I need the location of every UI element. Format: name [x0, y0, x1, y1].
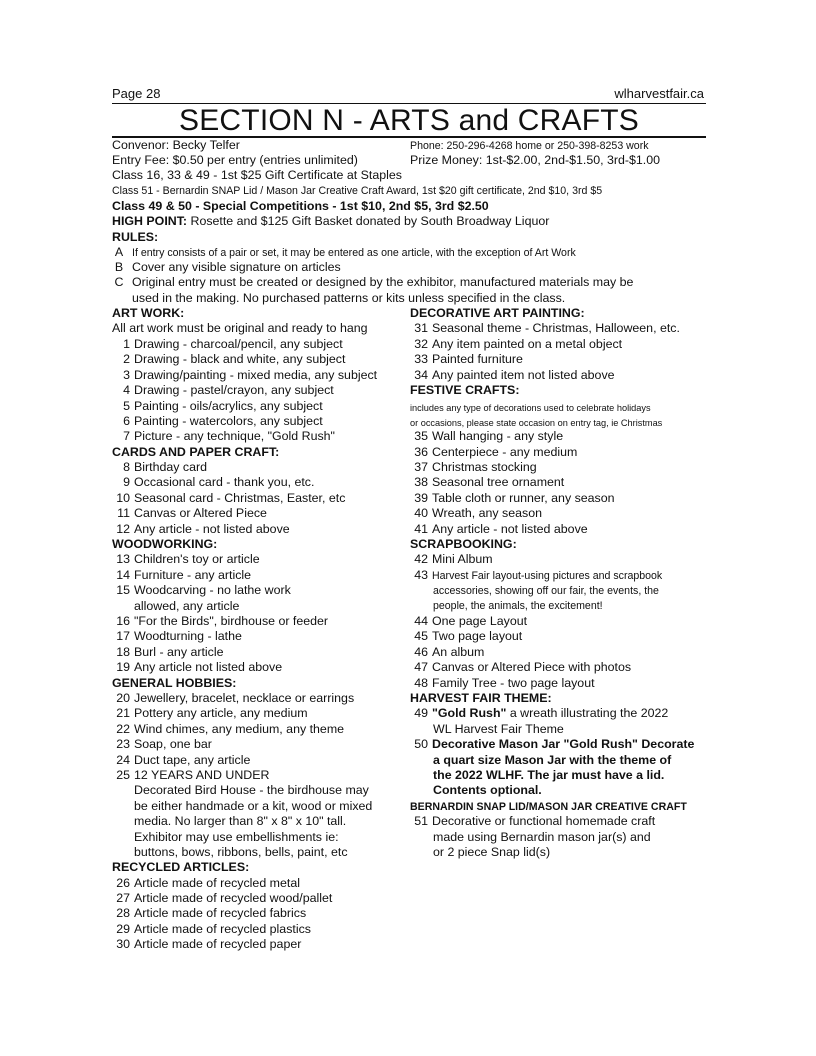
class-item: 22 Wind chimes, any medium, any theme: [116, 722, 345, 736]
class-item: 42 Mini Album: [414, 552, 493, 566]
class-item: 51 Decorative or functional homemade craft: [414, 814, 656, 828]
class-item: 6 Painting - watercolors, any subject: [123, 414, 323, 428]
theme-heading: HARVEST FAIR THEME:: [410, 691, 552, 705]
rules-heading: RULES:: [112, 230, 159, 244]
hobbies-heading: GENERAL HOBBIES:: [112, 676, 237, 690]
class-item: 37 Christmas stocking: [414, 460, 537, 474]
class-item: 10 Seasonal card - Christmas, Easter, etc: [116, 491, 346, 505]
festive-note: or occasions, please state occasion on entry tag, ie Christmas: [410, 418, 663, 428]
class-note-1: Class 16, 33 & 49 - 1st $25 Gift Certificate at Staples: [112, 168, 402, 182]
class-item: 24 Duct tape, any article: [116, 753, 251, 767]
class-item-continued: media. No larger than 8" x 8" x 10" tall.: [134, 814, 347, 828]
class-item: 8 Birthday card: [123, 460, 208, 474]
class-item: 17 Woodturning - lathe: [116, 629, 242, 643]
page-number: Page 28: [112, 86, 161, 101]
high-point-label: HIGH POINT:: [112, 214, 188, 228]
class-item: 25 12 YEARS AND UNDER: [116, 768, 270, 782]
class-note-2: Class 51 - Bernardin SNAP Lid / Mason Jar Creative Craft Award, 1st $20 gift certificate, 2nd $10, 3rd $5: [112, 185, 603, 197]
class-item: 15 Woodcarving - no lathe work: [116, 583, 291, 597]
class-item: 43 Harvest Fair layout-using pictures and scrapbook: [414, 568, 663, 582]
rule-c: C Original entry must be created or designed by the exhibitor, manufactured materials may be: [114, 275, 634, 289]
class-item: 30 Article made of recycled paper: [116, 937, 302, 951]
class-item: 50 Decorative Mason Jar "Gold Rush" Decorate: [414, 737, 695, 751]
class-note-3: Class 49 & 50 - Special Competitions - 1st $10, 2nd $5, 3rd $2.50: [112, 199, 489, 213]
class-item: 28 Article made of recycled fabrics: [116, 906, 307, 920]
class-item: 14 Furniture - any article: [116, 568, 252, 582]
entry-fee: Entry Fee: $0.50 per entry (entries unlimited): [112, 153, 358, 167]
class-item-continued: WL Harvest Fair Theme: [433, 722, 564, 736]
class-item: 9 Occasional card - thank you, etc.: [123, 475, 315, 489]
rule-b: B Cover any visible signature on articles: [114, 260, 341, 274]
class-item: 38 Seasonal tree ornament: [414, 475, 565, 489]
class-item-continued: Decorated Bird House - the birdhouse may: [134, 783, 369, 797]
class-item: 13 Children's toy or article: [116, 552, 260, 566]
woodworking-heading: WOODWORKING:: [112, 537, 218, 551]
class-item-continued: buttons, bows, ribbons, bells, paint, etc: [134, 845, 348, 859]
class-item: 3 Drawing/painting - mixed media, any subject: [123, 368, 378, 382]
class-item-continued: Exhibitor may use embellishments ie:: [134, 830, 339, 844]
class-item: 35 Wall hanging - any style: [414, 429, 564, 443]
class-item: 2 Drawing - black and white, any subject: [123, 352, 346, 366]
class-item-continued: made using Bernardin mason jar(s) and: [433, 830, 651, 844]
class-item: 40 Wreath, any season: [414, 506, 542, 520]
class-item: 39 Table cloth or runner, any season: [414, 491, 615, 505]
class-item: 19 Any article not listed above: [116, 660, 283, 674]
class-item-continued: allowed, any article: [134, 599, 240, 613]
rule-c-continued: used in the making. No purchased patterns or kits unless specified in the class.: [132, 291, 566, 305]
recycled-heading: RECYCLED ARTICLES:: [112, 860, 250, 874]
page-header: [112, 86, 704, 104]
class-item-continued: people, the animals, the excitement!: [433, 600, 603, 612]
class-item: 21 Pottery any article, any medium: [116, 706, 308, 720]
class-item: 41 Any article - not listed above: [414, 522, 588, 536]
art-work-heading: ART WORK:: [112, 306, 185, 320]
class-item: 31 Seasonal theme - Christmas, Halloween, etc.: [414, 321, 680, 335]
class-item: 44 One page Layout: [414, 614, 528, 628]
section-title: SECTION N - ARTS and CRAFTS: [179, 104, 639, 137]
art-work-note: All art work must be original and ready to hang: [112, 321, 368, 335]
class-item: 34 Any painted item not listed above: [414, 368, 615, 382]
class-item: 33 Painted furniture: [414, 352, 523, 366]
rule-a: A If entry consists of a pair or set, it may be entered as one article, with the exception of Art Work: [114, 245, 576, 259]
class-item: 29 Article made of recycled plastics: [116, 922, 311, 936]
class-item: 18 Burl - any article: [116, 645, 224, 659]
class-item: 4 Drawing - pastel/crayon, any subject: [123, 383, 334, 397]
class-item-continued: or 2 piece Snap lid(s): [433, 845, 551, 859]
class-item-continued: a quart size Mason Jar with the theme of: [433, 753, 672, 767]
festive-note: includes any type of decorations used to celebrate holidays: [410, 403, 651, 413]
class-item-continued: be either handmade or a kit, wood or mixed: [134, 799, 373, 813]
class-item: 16 "For the Birds", birdhouse or feeder: [116, 614, 329, 628]
class-item-continued: accessories, showing off our fair, the events, the: [433, 585, 659, 597]
class-item: 26 Article made of recycled metal: [116, 876, 300, 890]
class-item: 32 Any item painted on a metal object: [414, 337, 623, 351]
class-item-continued: Contents optional.: [433, 783, 542, 797]
class-item: 45 Two page layout: [414, 629, 523, 643]
scrapbooking-heading: SCRAPBOOKING:: [410, 537, 517, 551]
class-item: 1 Drawing - charcoal/pencil, any subject: [123, 337, 343, 351]
decorative-heading: DECORATIVE ART PAINTING:: [410, 306, 585, 320]
festive-heading: FESTIVE CRAFTS:: [410, 383, 520, 397]
class-item: 47 Canvas or Altered Piece with photos: [414, 660, 632, 674]
website-link[interactable]: wlharvestfair.ca: [614, 86, 704, 101]
class-item: 7 Picture - any technique, "Gold Rush": [123, 429, 335, 443]
class-item: 27 Article made of recycled wood/pallet: [116, 891, 333, 905]
prize-money: Prize Money: 1st-$2.00, 2nd-$1.50, 3rd-$1.00: [410, 153, 661, 167]
class-item: 20 Jewellery, bracelet, necklace or earrings: [116, 691, 355, 705]
class-item: 48 Family Tree - two page layout: [414, 676, 595, 690]
class-item: 11 Canvas or Altered Piece: [117, 506, 267, 520]
class-item: 36 Centerpiece - any medium: [414, 445, 578, 459]
high-point: [112, 214, 549, 229]
high-point-text: Rosette and $125 Gift Basket donated by South Broadway Liquor: [187, 214, 550, 228]
cards-heading: CARDS AND PAPER CRAFT:: [112, 445, 280, 459]
class-item: 12 Any article - not listed above: [116, 522, 290, 536]
convenor: Convenor: Becky Telfer: [112, 138, 240, 152]
bernardin-heading: BERNARDIN SNAP LID/MASON JAR CREATIVE CRAFT: [410, 801, 687, 813]
phone: Phone: 250-296-4268 home or 250-398-8253 work: [410, 140, 649, 152]
class-item: 46 An album: [414, 645, 485, 659]
class-item: 49 "Gold Rush" a wreath illustrating the 2022: [414, 706, 669, 720]
class-item: 5 Painting - oils/acrylics, any subject: [123, 399, 323, 413]
class-item-continued: the 2022 WLHF. The jar must have a lid.: [433, 768, 665, 782]
class-item: 23 Soap, one bar: [116, 737, 212, 751]
